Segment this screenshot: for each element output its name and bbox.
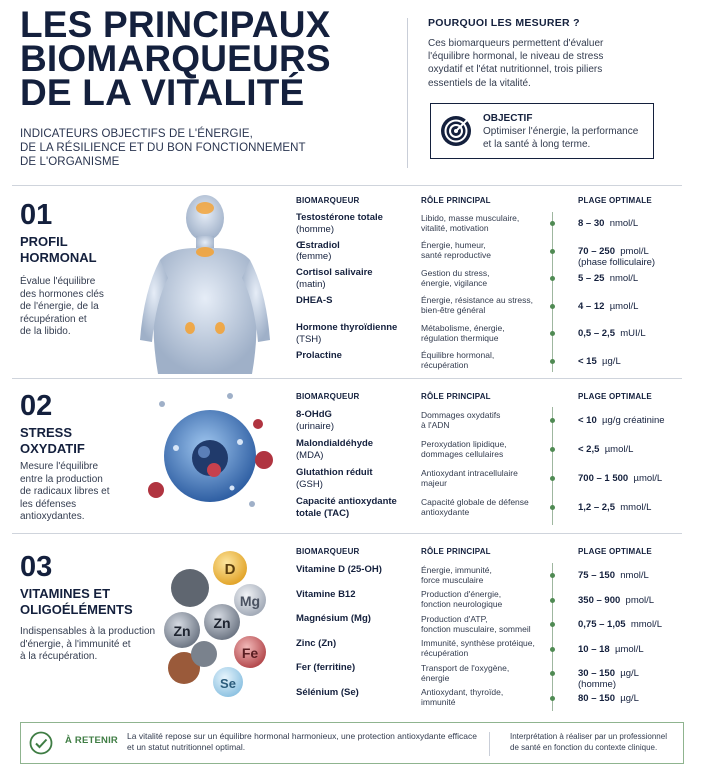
biomarker-name: Vitamine D (25-OH)	[296, 564, 382, 575]
col-biomarker: BIOMARQUEUR	[296, 196, 360, 205]
biomarker-cell	[296, 267, 418, 290]
biomarker-qualifier: totale (TAC)	[296, 507, 350, 519]
biomarker-cell	[296, 613, 418, 625]
biomarker-name: Œstradiol	[296, 239, 340, 251]
mineral-label: Zn	[213, 615, 231, 631]
range-cell	[578, 502, 698, 513]
header-divider	[407, 18, 408, 168]
mineral-label: Fe	[241, 645, 259, 661]
range-unit: µmol/L	[633, 473, 663, 484]
biomarker-qualifier: (femme)	[296, 251, 332, 262]
biomarker-cell	[296, 409, 418, 432]
title-line: DE LA VITALITÉ	[20, 72, 305, 113]
range-unit: mmol/L	[630, 619, 662, 630]
desc-line: de l'énergie, de la	[20, 301, 99, 312]
col-role: RÔLE PRINCIPAL	[421, 547, 491, 556]
range-dot	[550, 671, 555, 676]
range-cell	[578, 218, 698, 229]
biomarker-qualifier: (matin)	[296, 278, 326, 290]
range-unit: pmol/L	[625, 594, 655, 606]
range-value: < 10	[578, 415, 597, 426]
range-unit: µg/L	[620, 692, 639, 704]
role-line: force musculaire	[421, 574, 484, 585]
section-title-line: PROFIL	[20, 234, 68, 249]
section-divider	[12, 185, 682, 186]
range-line	[552, 563, 553, 711]
biomarker-name: Hormone thyroïdienne	[296, 322, 398, 333]
check-circle-icon	[29, 731, 53, 755]
range-dot	[550, 304, 555, 309]
biomarker-cell	[296, 295, 418, 307]
desc-line: entre la production	[20, 473, 103, 485]
col-role: RÔLE PRINCIPAL	[421, 392, 491, 401]
range-dot	[550, 696, 555, 701]
biomarker-name: Capacité antioxydante	[296, 496, 397, 507]
takeaway-title: À RETENIR	[65, 735, 118, 746]
role-cell	[421, 240, 543, 260]
section-divider	[12, 533, 682, 534]
range-value: < 15	[578, 355, 597, 367]
range-unit: µmol/L	[604, 444, 634, 455]
section-title-line: VITAMINES ET	[20, 586, 111, 601]
section-description	[20, 626, 160, 664]
objective-text	[483, 126, 651, 151]
range-cell	[578, 619, 698, 630]
section-number: 02	[20, 390, 53, 422]
role-line: Antioxydant intracellulaire	[421, 467, 518, 478]
range-dot	[550, 359, 555, 364]
desc-line: de radicaux libres et	[20, 486, 110, 497]
range-cell	[578, 328, 698, 339]
biomarker-qualifier: (urinaire)	[296, 420, 335, 432]
role-cell	[421, 687, 543, 707]
biomarker-cell	[296, 438, 418, 461]
range-unit: mmol/L	[620, 502, 652, 513]
role-line: santé reproductive	[421, 250, 491, 260]
title-line: LES PRINCIPAUX	[20, 4, 331, 45]
desc-line: Indispensables à la production	[20, 626, 156, 637]
role-cell	[421, 213, 543, 233]
biomarker-name: Glutathion réduit	[296, 467, 373, 478]
biomarker-qualifier: (MDA)	[296, 449, 324, 461]
role-cell	[421, 663, 543, 683]
biomarker-name: Testostérone totale	[296, 212, 383, 223]
range-cell	[578, 356, 698, 367]
range-value: 1,2 – 2,5	[578, 502, 615, 513]
range-unit: µg/L	[620, 668, 639, 679]
range-unit: µmol/L	[609, 300, 639, 312]
range-value: 8 – 30	[578, 218, 605, 229]
desc-line: antioxydantes.	[20, 511, 85, 522]
role-line: Libido, masse musculaire,	[421, 212, 520, 223]
section-title-line: STRESS	[20, 425, 73, 440]
biomarker-cell	[296, 467, 418, 490]
section-title	[20, 425, 85, 457]
role-line: Gestion du stress,	[421, 267, 490, 278]
col-role: RÔLE PRINCIPAL	[421, 196, 491, 205]
role-line: antioxydante	[421, 506, 470, 517]
biomarker-name: Cortisol salivaire	[296, 267, 373, 278]
range-cell	[578, 595, 698, 606]
role-cell	[421, 350, 543, 370]
role-cell	[421, 268, 543, 288]
range-unit: mUI/L	[620, 328, 646, 339]
role-cell	[421, 565, 543, 585]
why-line: l'équilibre hormonal, le niveau de stress	[428, 51, 604, 63]
section-description	[20, 276, 138, 339]
role-line: Peroxydation lipidique,	[421, 438, 507, 449]
note-line: de santé en fonction du contexte clinique.	[510, 743, 658, 752]
desc-line: d'énergie, à l'immunité et	[20, 638, 131, 650]
range-cell	[578, 273, 698, 284]
range-dot	[550, 221, 555, 226]
range-unit: µg/g créatinine	[602, 415, 665, 426]
biomarker-name: Zinc (Zn)	[296, 637, 337, 649]
range-value: 350 – 900	[578, 594, 621, 606]
role-line: Antioxydant, thyroïde,	[421, 687, 504, 697]
range-cell	[578, 246, 698, 268]
range-unit: µmol/L	[614, 643, 644, 655]
range-unit: nmol/L	[609, 273, 639, 284]
biomarker-cell	[296, 212, 418, 235]
range-cell	[578, 644, 698, 655]
biomarker-name: Sélénium (Se)	[296, 686, 359, 698]
minerals-illustration	[158, 548, 270, 702]
range-cell	[578, 415, 698, 426]
takeaway-line: et un statut nutritionnel optimal.	[127, 742, 246, 752]
range-note: (phase folliculaire)	[578, 256, 656, 268]
range-unit: pmol/L	[620, 245, 649, 257]
col-range: PLAGE OPTIMALE	[578, 547, 652, 556]
role-cell	[421, 410, 543, 430]
section-title	[20, 586, 133, 618]
biomarker-name: 8-OHdG	[296, 409, 332, 420]
col-biomarker: BIOMARQUEUR	[296, 547, 360, 556]
role-line: Équilibre hormonal,	[421, 350, 495, 360]
range-cell	[578, 473, 698, 484]
range-value: 70 – 250	[578, 245, 615, 257]
desc-line: Évalue l'équilibre	[20, 276, 96, 287]
biomarker-cell	[296, 589, 418, 601]
range-dot	[550, 249, 555, 254]
takeaway-line: La vitalité repose sur un équilibre hormonal harmonieux, une protection antioxydante efficace	[127, 731, 477, 741]
range-value: 30 – 150	[578, 668, 615, 679]
range-unit: nmol/L	[620, 570, 649, 581]
section-number: 03	[20, 551, 53, 583]
role-line: à l'ADN	[421, 419, 450, 430]
biomarker-cell	[296, 240, 418, 263]
desc-line: récupération et	[20, 313, 87, 325]
range-value: 80 – 150	[578, 692, 615, 704]
range-dot	[550, 418, 555, 423]
range-value: 5 – 25	[578, 273, 605, 284]
section-title	[20, 234, 97, 266]
biomarker-cell	[296, 564, 418, 576]
range-dot	[550, 447, 555, 452]
why-line: oxydatif et l'état nutritionnel, trois piliers	[428, 64, 603, 76]
biomarker-name: Malondialdéhyde	[296, 438, 374, 449]
role-line: Production d'ATP,	[421, 613, 488, 624]
desc-line: Mesure l'équilibre	[20, 461, 99, 472]
human-body-illustration	[130, 190, 280, 374]
role-line: énergie	[421, 672, 450, 683]
target-icon	[439, 114, 473, 148]
role-cell	[421, 439, 543, 459]
subtitle-line: DE L'ORGANISME	[20, 156, 120, 168]
mineral-label: Se	[220, 676, 236, 691]
why-line: Ces biomarqueurs permettent d'évaluer	[428, 38, 604, 49]
why-title: POURQUOI LES MESURER ?	[428, 17, 580, 29]
col-biomarker: BIOMARQUEUR	[296, 392, 360, 401]
range-note: (homme)	[578, 679, 617, 690]
why-text	[428, 37, 668, 90]
section-title-line: OLIGOÉLÉMENTS	[20, 602, 133, 617]
biomarker-name: DHEA-S	[296, 294, 333, 306]
subtitle	[20, 127, 350, 169]
mineral-label: Zn	[173, 623, 191, 639]
role-line: régulation thermique	[421, 332, 499, 343]
range-value: < 2,5	[578, 444, 600, 455]
title-line: BIOMARQUEURS	[20, 38, 331, 79]
range-cell	[578, 668, 698, 690]
desc-line: de la libido.	[20, 326, 71, 337]
role-line: Capacité globale de défense	[421, 496, 529, 507]
range-dot	[550, 505, 555, 510]
clinical-note	[510, 731, 680, 753]
role-line: Transport de l'oxygène,	[421, 662, 510, 673]
range-dot	[550, 622, 555, 627]
range-cell	[578, 570, 698, 581]
biomarker-cell	[296, 322, 418, 345]
role-line: vitalité, motivation	[421, 222, 489, 233]
role-line: récupération	[421, 648, 469, 658]
role-cell	[421, 468, 543, 488]
biomarker-qualifier: (GSH)	[296, 478, 323, 490]
role-cell	[421, 614, 543, 634]
role-line: fonction neurologique	[421, 599, 503, 609]
biomarker-cell	[296, 638, 418, 650]
role-line: fonction musculaire, sommeil	[421, 623, 531, 634]
role-line: majeur	[421, 477, 447, 488]
why-line: essentiels de la vitalité.	[428, 77, 531, 89]
role-cell	[421, 638, 543, 658]
range-unit: nmol/L	[609, 218, 639, 229]
main-title	[20, 4, 380, 113]
biomarker-name: Magnésium (Mg)	[296, 613, 371, 624]
range-dot	[550, 331, 555, 336]
biomarker-qualifier: (TSH)	[296, 333, 322, 345]
range-value: 4 – 12	[578, 300, 605, 312]
range-dot	[550, 598, 555, 603]
role-line: Production d'énergie,	[421, 589, 502, 599]
takeaway-box	[20, 722, 684, 764]
section-divider	[12, 378, 682, 379]
objective-line: Optimiser l'énergie, la performance	[483, 126, 639, 137]
range-cell	[578, 301, 698, 312]
col-range: PLAGE OPTIMALE	[578, 392, 652, 401]
range-dot	[550, 276, 555, 281]
mineral-label: D	[224, 561, 236, 578]
objective-line: et la santé à long terme.	[483, 138, 591, 150]
role-cell	[421, 497, 543, 517]
cell-illustration	[140, 388, 280, 524]
role-line: immunité	[421, 697, 456, 707]
range-value: 700 – 1 500	[578, 473, 629, 484]
section-number: 01	[20, 199, 53, 231]
subtitle-line: DE LA RÉSILIENCE ET DU BON FONCTIONNEMENT	[20, 142, 306, 154]
range-value: 0,5 – 2,5	[578, 328, 615, 339]
biomarker-name: Fer (ferritine)	[296, 662, 356, 673]
mineral-label: Mg	[239, 593, 261, 609]
range-cell	[578, 693, 698, 704]
range-dot	[550, 647, 555, 652]
role-cell	[421, 323, 543, 343]
role-cell	[421, 295, 543, 315]
role-line: Énergie, humeur,	[421, 240, 486, 250]
role-cell	[421, 589, 543, 609]
biomarker-cell	[296, 687, 418, 699]
biomarker-cell	[296, 662, 418, 674]
objective-box	[430, 103, 654, 159]
role-line: énergie, vigilance	[421, 277, 488, 288]
role-line: Métabolisme, énergie,	[421, 322, 505, 333]
range-value: 75 – 150	[578, 570, 615, 581]
section-title-line: OXYDATIF	[20, 441, 85, 456]
biomarker-cell	[296, 496, 418, 519]
range-dot	[550, 476, 555, 481]
biomarker-cell	[296, 350, 418, 362]
role-line: Dommages oxydatifs	[421, 409, 501, 420]
objective-title: OBJECTIF	[483, 113, 533, 124]
range-cell	[578, 444, 698, 455]
note-line: Interprétation à réaliser par un professionnel	[510, 732, 667, 741]
range-line	[552, 212, 553, 372]
range-unit: µg/L	[602, 355, 621, 367]
range-value: 0,75 – 1,05	[578, 619, 626, 630]
role-line: dommages cellulaires	[421, 448, 504, 459]
takeaway-text	[127, 731, 479, 753]
subtitle-line: INDICATEURS OBJECTIFS DE L'ÉNERGIE,	[20, 128, 253, 140]
role-line: Immunité, synthèse protéique,	[421, 638, 535, 648]
desc-line: les défenses	[20, 498, 77, 510]
desc-line: à la récupération.	[20, 651, 98, 662]
biomarker-qualifier: (homme)	[296, 223, 335, 235]
col-range: PLAGE OPTIMALE	[578, 196, 652, 205]
section-description	[20, 461, 138, 524]
section-title-line: HORMONAL	[20, 250, 97, 265]
role-line: bien-être général	[421, 305, 486, 315]
role-line: Énergie, immunité,	[421, 564, 492, 575]
role-line: récupération	[421, 360, 469, 370]
range-dot	[550, 573, 555, 578]
range-value: 10 – 18	[578, 643, 610, 655]
desc-line: des hormones clés	[20, 288, 104, 300]
role-line: Énergie, résistance au stress,	[421, 295, 533, 305]
biomarker-name: Prolactine	[296, 349, 342, 361]
biomarker-name: Vitamine B12	[296, 588, 356, 600]
footer-divider	[489, 732, 490, 756]
